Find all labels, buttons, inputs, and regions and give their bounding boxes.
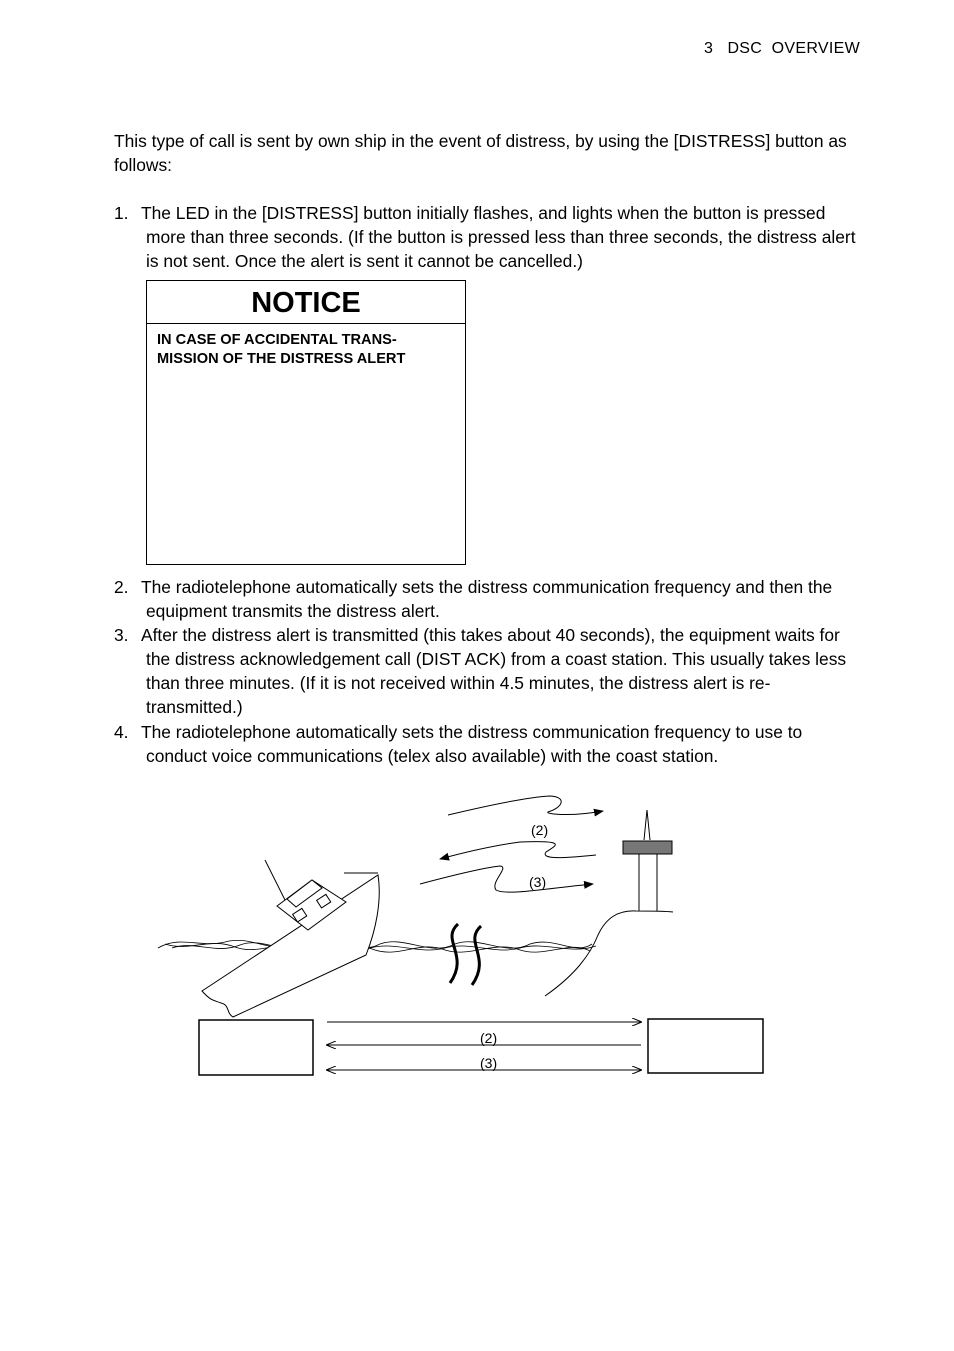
step-4 [114, 720, 859, 768]
radio-wave-lower [420, 866, 593, 892]
intro-paragraph: This type of call is sent by own ship in the event of distress, by using the [DISTRESS] button as follows: [114, 131, 847, 175]
notice-body [147, 324, 465, 369]
step-number: 3. [114, 625, 129, 645]
step-number: 2. [114, 577, 129, 597]
chapter-title: DSC OVERVIEW [727, 40, 860, 57]
page-header [704, 40, 860, 58]
notice-body-line-2: MISSION OF THE DISTRESS ALERT [157, 351, 406, 367]
notice-body-line-1: IN CASE OF ACCIDENTAL TRANS- [157, 332, 397, 348]
ship-station-box [199, 1020, 313, 1075]
wave-label-3: (3) [529, 874, 547, 890]
step-text: The LED in the [DISTRESS] button initially flashes, and lights when the button is pressed more than three seconds. (If the button is pressed less than three seconds, the distress alert is not sent. Once the alert is sent it cannot be cancelled.) [141, 203, 856, 271]
radio-wave-middle [440, 842, 596, 859]
arrow-label-2: (2) [480, 1030, 498, 1046]
radio-wave-upper [448, 796, 603, 815]
ship-icon [202, 860, 379, 1017]
chapter-number: 3 [704, 40, 714, 57]
step-2 [114, 575, 859, 623]
step-1 [114, 201, 859, 273]
step-text: After the distress alert is transmitted (this takes about 40 seconds), the equipment waits for the distress acknowledgement call (DIST ACK) from a coast station. This usually takes less than three minutes. (If it is not received within 4.5 minutes, the distress alert is re-transmitted.) [141, 625, 847, 717]
arrow-label-3: (3) [480, 1055, 498, 1071]
coast-station-tower [623, 810, 672, 911]
step-3 [114, 623, 859, 719]
coast-station-box [648, 1019, 763, 1073]
step-text: The radiotelephone automatically sets the distress communication frequency to use to conduct voice communications (telex also available) with the coast station. [141, 722, 803, 766]
step-number: 1. [114, 203, 129, 223]
step-number: 4. [114, 722, 129, 742]
notice-box [146, 280, 466, 565]
signal-symbol [450, 924, 481, 985]
notice-title: NOTICE [147, 281, 465, 324]
distress-diagram [0, 780, 954, 1140]
step-text: The radiotelephone automatically sets the distress communication frequency and then the equipment transmits the distress alert. [141, 577, 833, 621]
sea-waves [158, 940, 596, 952]
coastline [545, 911, 673, 996]
wave-label-2: (2) [531, 822, 549, 838]
